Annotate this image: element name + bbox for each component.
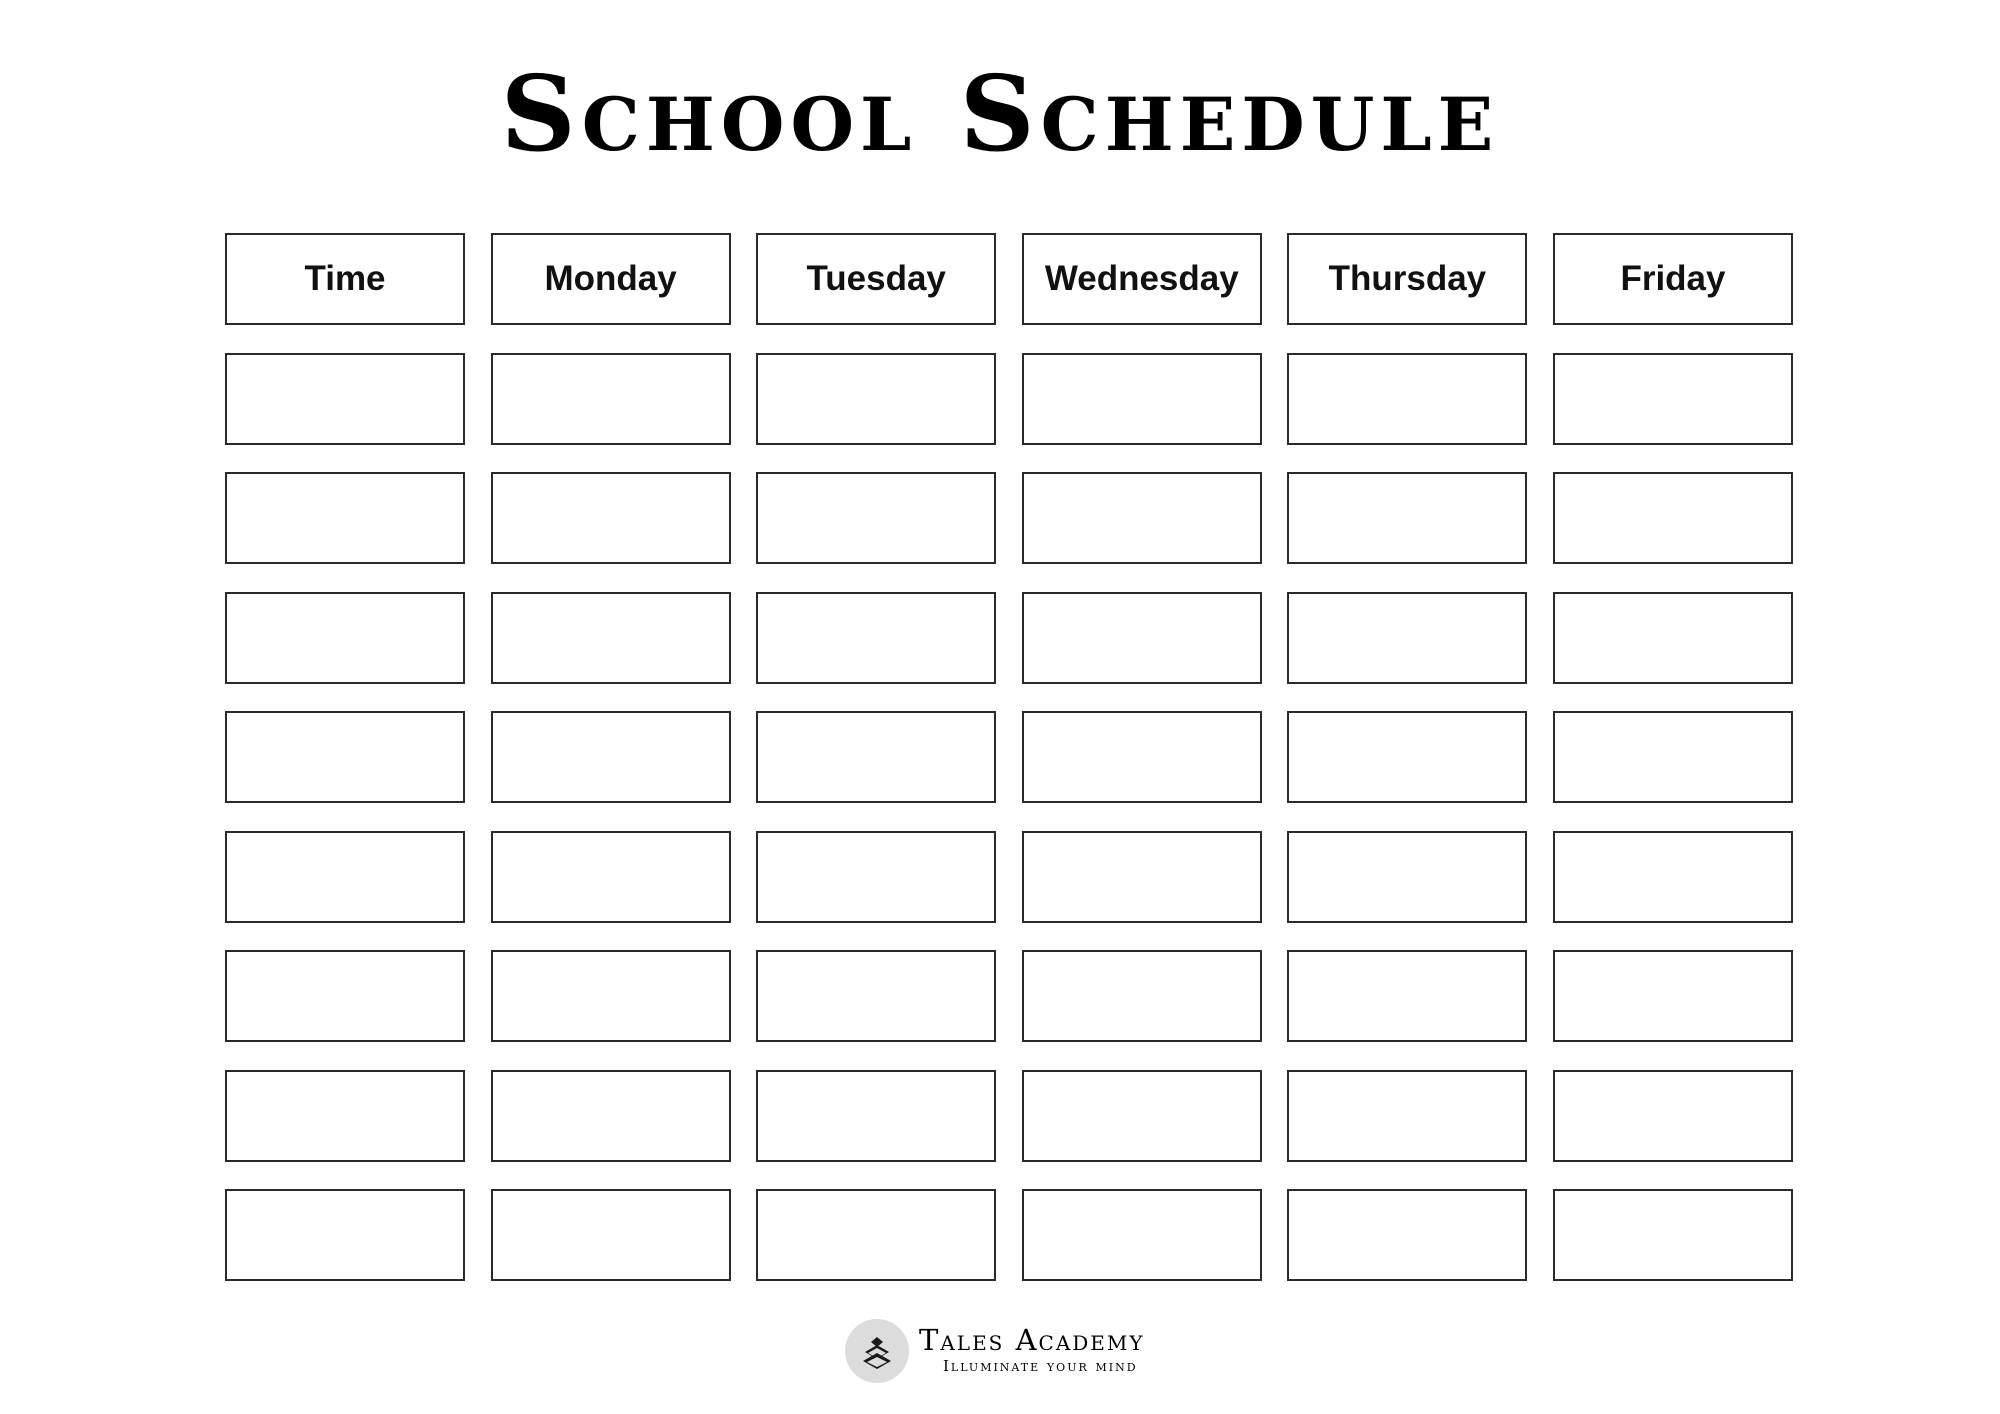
schedule-cell-time[interactable] (225, 950, 465, 1042)
schedule-cell-friday[interactable] (1553, 353, 1793, 445)
logo-graphic (857, 1331, 897, 1371)
schedule-cell-thursday[interactable] (1287, 472, 1527, 564)
column-header-tuesday: Tuesday (756, 233, 996, 325)
schedule-cell-tuesday[interactable] (756, 353, 996, 445)
schedule-cell-thursday[interactable] (1287, 831, 1527, 923)
schedule-cell-monday[interactable] (491, 1070, 731, 1162)
schedule-cell-monday[interactable] (491, 831, 731, 923)
schedule-cell-tuesday[interactable] (756, 950, 996, 1042)
schedule-cell-friday[interactable] (1553, 472, 1793, 564)
brand-text (919, 1325, 1145, 1376)
column-header-monday: Monday (491, 233, 731, 325)
brand-tagline: Illuminate your mind (943, 1357, 1138, 1376)
footer-branding (845, 1318, 1145, 1384)
schedule-cell-wednesday[interactable] (1022, 831, 1262, 923)
schedule-cell-monday[interactable] (491, 1189, 731, 1281)
schedule-cell-time[interactable] (225, 353, 465, 445)
schedule-cell-monday[interactable] (491, 950, 731, 1042)
schedule-cell-tuesday[interactable] (756, 831, 996, 923)
schedule-cell-time[interactable] (225, 1189, 465, 1281)
schedule-cell-friday[interactable] (1553, 831, 1793, 923)
schedule-cell-monday[interactable] (491, 592, 731, 684)
schedule-cell-monday[interactable] (491, 711, 731, 803)
column-header-thursday: Thursday (1287, 233, 1527, 325)
schedule-cell-tuesday[interactable] (756, 1189, 996, 1281)
schedule-cell-time[interactable] (225, 831, 465, 923)
schedule-cell-monday[interactable] (491, 472, 731, 564)
schedule-cell-monday[interactable] (491, 353, 731, 445)
schedule-cell-friday[interactable] (1553, 1189, 1793, 1281)
column-header-wednesday: Wednesday (1022, 233, 1262, 325)
schedule-cell-thursday[interactable] (1287, 711, 1527, 803)
schedule-cell-wednesday[interactable] (1022, 1189, 1262, 1281)
tiered-stack-logo-icon (845, 1319, 909, 1383)
schedule-cell-wednesday[interactable] (1022, 1070, 1262, 1162)
schedule-table (225, 233, 1793, 1281)
schedule-cell-friday[interactable] (1553, 1070, 1793, 1162)
schedule-cell-tuesday[interactable] (756, 472, 996, 564)
schedule-cell-thursday[interactable] (1287, 592, 1527, 684)
schedule-cell-thursday[interactable] (1287, 950, 1527, 1042)
schedule-cell-wednesday[interactable] (1022, 353, 1262, 445)
schedule-cell-time[interactable] (225, 711, 465, 803)
schedule-cell-time[interactable] (225, 1070, 465, 1162)
schedule-cell-friday[interactable] (1553, 950, 1793, 1042)
schedule-cell-tuesday[interactable] (756, 592, 996, 684)
column-header-friday: Friday (1553, 233, 1793, 325)
schedule-cell-time[interactable] (225, 592, 465, 684)
schedule-cell-thursday[interactable] (1287, 353, 1527, 445)
schedule-cell-tuesday[interactable] (756, 1070, 996, 1162)
schedule-cell-friday[interactable] (1553, 592, 1793, 684)
schedule-cell-wednesday[interactable] (1022, 950, 1262, 1042)
schedule-cell-friday[interactable] (1553, 711, 1793, 803)
schedule-cell-time[interactable] (225, 472, 465, 564)
schedule-cell-thursday[interactable] (1287, 1189, 1527, 1281)
schedule-cell-thursday[interactable] (1287, 1070, 1527, 1162)
schedule-cell-tuesday[interactable] (756, 711, 996, 803)
column-header-time: Time (225, 233, 465, 325)
brand-name: Tales Academy (919, 1323, 1145, 1358)
schedule-cell-wednesday[interactable] (1022, 592, 1262, 684)
page-title: School Schedule (500, 52, 1500, 175)
schedule-cell-wednesday[interactable] (1022, 711, 1262, 803)
schedule-cell-wednesday[interactable] (1022, 472, 1262, 564)
